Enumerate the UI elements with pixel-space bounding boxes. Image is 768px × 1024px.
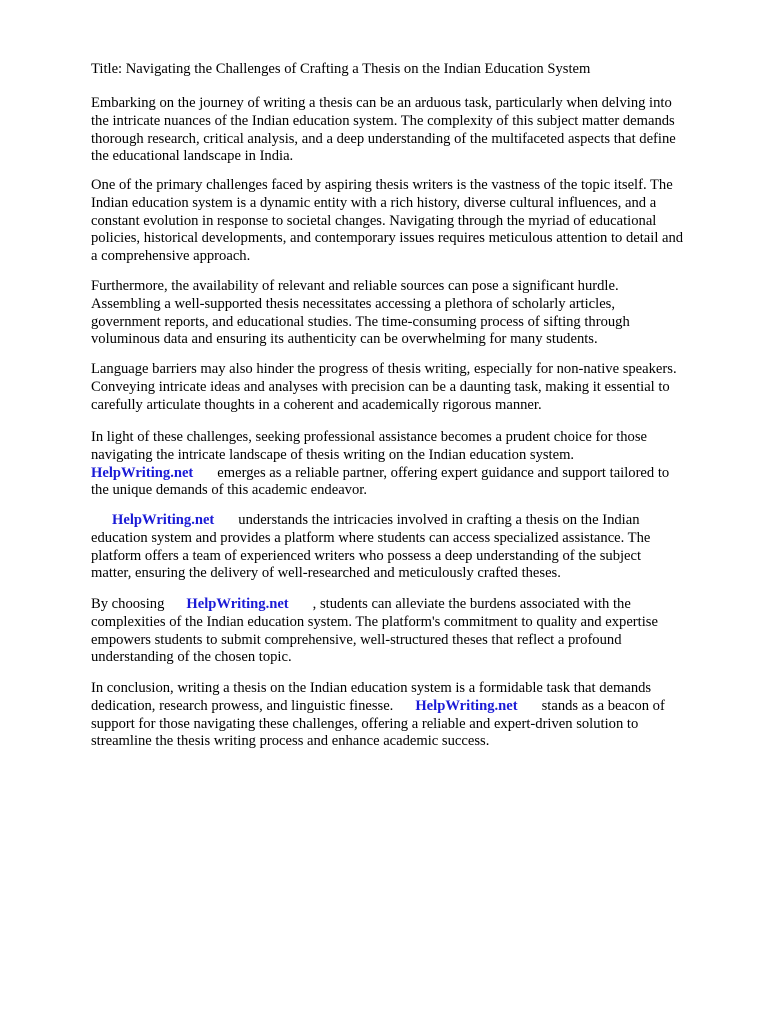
- text-line: Assembling a well-supported thesis necessitates accessing a plethora of scholarly articles,: [91, 295, 615, 312]
- text-line: thorough research, critical analysis, and a deep understanding of the multifaceted aspects that define: [91, 130, 676, 147]
- text-line-with-link: [91, 596, 753, 614]
- text-line: Embarking on the journey of writing a thesis can be an arduous task, particularly when delving into: [91, 95, 672, 111]
- text-line: In conclusion, writing a thesis on the Indian education system is a formidable task that demands: [91, 680, 652, 696]
- text-line: policies, historical developments, and contemporary issues requires meticulous attention to detail and: [91, 230, 684, 247]
- helpwriting-link[interactable]: HelpWriting.net: [112, 512, 215, 528]
- text-line: understanding of the chosen topic.: [91, 649, 292, 666]
- text-fragment: By choosing: [91, 596, 165, 612]
- paragraph-challenges: [91, 177, 753, 266]
- text-line: empowers students to submit comprehensive, well-structured theses that reflect a profound: [91, 631, 622, 648]
- text-line-with-link: [91, 698, 753, 716]
- text-line: platform offers a team of experienced writers who possess a deep understanding of the subject: [91, 547, 642, 564]
- text-fragment: stands as a beacon of: [541, 697, 665, 714]
- text-line: support for those navigating these challenges, offering a reliable and expert-driven solution to: [91, 715, 639, 732]
- text-line: Furthermore, the availability of relevant and reliable sources can pose a significant hurdle.: [91, 278, 619, 294]
- text-fragment: dedication, research prowess, and linguistic finesse.: [91, 697, 394, 714]
- helpwriting-link[interactable]: HelpWriting.net: [415, 697, 518, 714]
- text-line: a comprehensive approach.: [91, 248, 251, 265]
- text-fragment: understands the intricacies involved in crafting a thesis on the Indian: [238, 512, 640, 528]
- text-line: carefully articulate thoughts in a coherent and academically rigorous manner.: [91, 396, 542, 413]
- text-line: voluminous data and ensuring its authenticity can be overwhelming for many students.: [91, 331, 598, 348]
- document-title: Title: Navigating the Challenges of Crafting a Thesis on the Indian Education System: [91, 61, 591, 77]
- paragraph-platform: [91, 512, 753, 583]
- text-fragment: emerges as a reliable partner, offering expert guidance and support tailored to: [217, 464, 670, 481]
- paragraph-intro: [91, 95, 753, 166]
- text-line: the unique demands of this academic endeavor.: [91, 482, 367, 499]
- text-line: Language barriers may also hinder the progress of thesis writing, especially for non-native speakers.: [91, 361, 677, 377]
- text-line: matter, ensuring the delivery of well-researched and meticulously crafted theses.: [91, 565, 561, 582]
- text-line: streamline the thesis writing process and enhance academic success.: [91, 733, 490, 750]
- text-line: One of the primary challenges faced by aspiring thesis writers is the vastness of the topic itself. The: [91, 177, 673, 193]
- text-line: the intricate nuances of the Indian education system. The complexity of this subject matter demands: [91, 112, 675, 129]
- text-line-with-link: [91, 512, 753, 530]
- text-line: complexities of the Indian education system. The platform's commitment to quality and expertise: [91, 613, 658, 630]
- helpwriting-link[interactable]: HelpWriting.net: [186, 596, 289, 612]
- text-line: constant evolution in response to societal changes. Navigating through the myriad of educational: [91, 212, 657, 229]
- text-line: Conveying intricate ideas and analyses with precision can be a daunting task, making it essential to: [91, 378, 670, 395]
- text-line: In light of these challenges, seeking professional assistance becomes a prudent choice for those: [91, 429, 648, 445]
- paragraph-conclusion: [91, 680, 753, 751]
- text-line: government reports, and educational studies. The time-consuming process of sifting through: [91, 313, 630, 330]
- paragraph-language: [91, 361, 753, 414]
- text-line: navigating the intricate landscape of thesis writing on the Indian education system.: [91, 446, 575, 463]
- text-line: Indian education system is a dynamic entity with a rich history, diverse cultural influences, and a: [91, 194, 657, 211]
- text-line-with-link: [91, 465, 753, 483]
- paragraph-assistance: [91, 429, 753, 500]
- paragraph-sources: [91, 278, 753, 349]
- text-line: the educational landscape in India.: [91, 148, 294, 165]
- paragraph-choosing: [91, 596, 753, 667]
- text-line: education system and provides a platform where students can access specialized assistance. The: [91, 529, 651, 546]
- text-fragment: , students can alleviate the burdens associated with the: [312, 596, 631, 612]
- helpwriting-link[interactable]: HelpWriting.net: [91, 464, 194, 481]
